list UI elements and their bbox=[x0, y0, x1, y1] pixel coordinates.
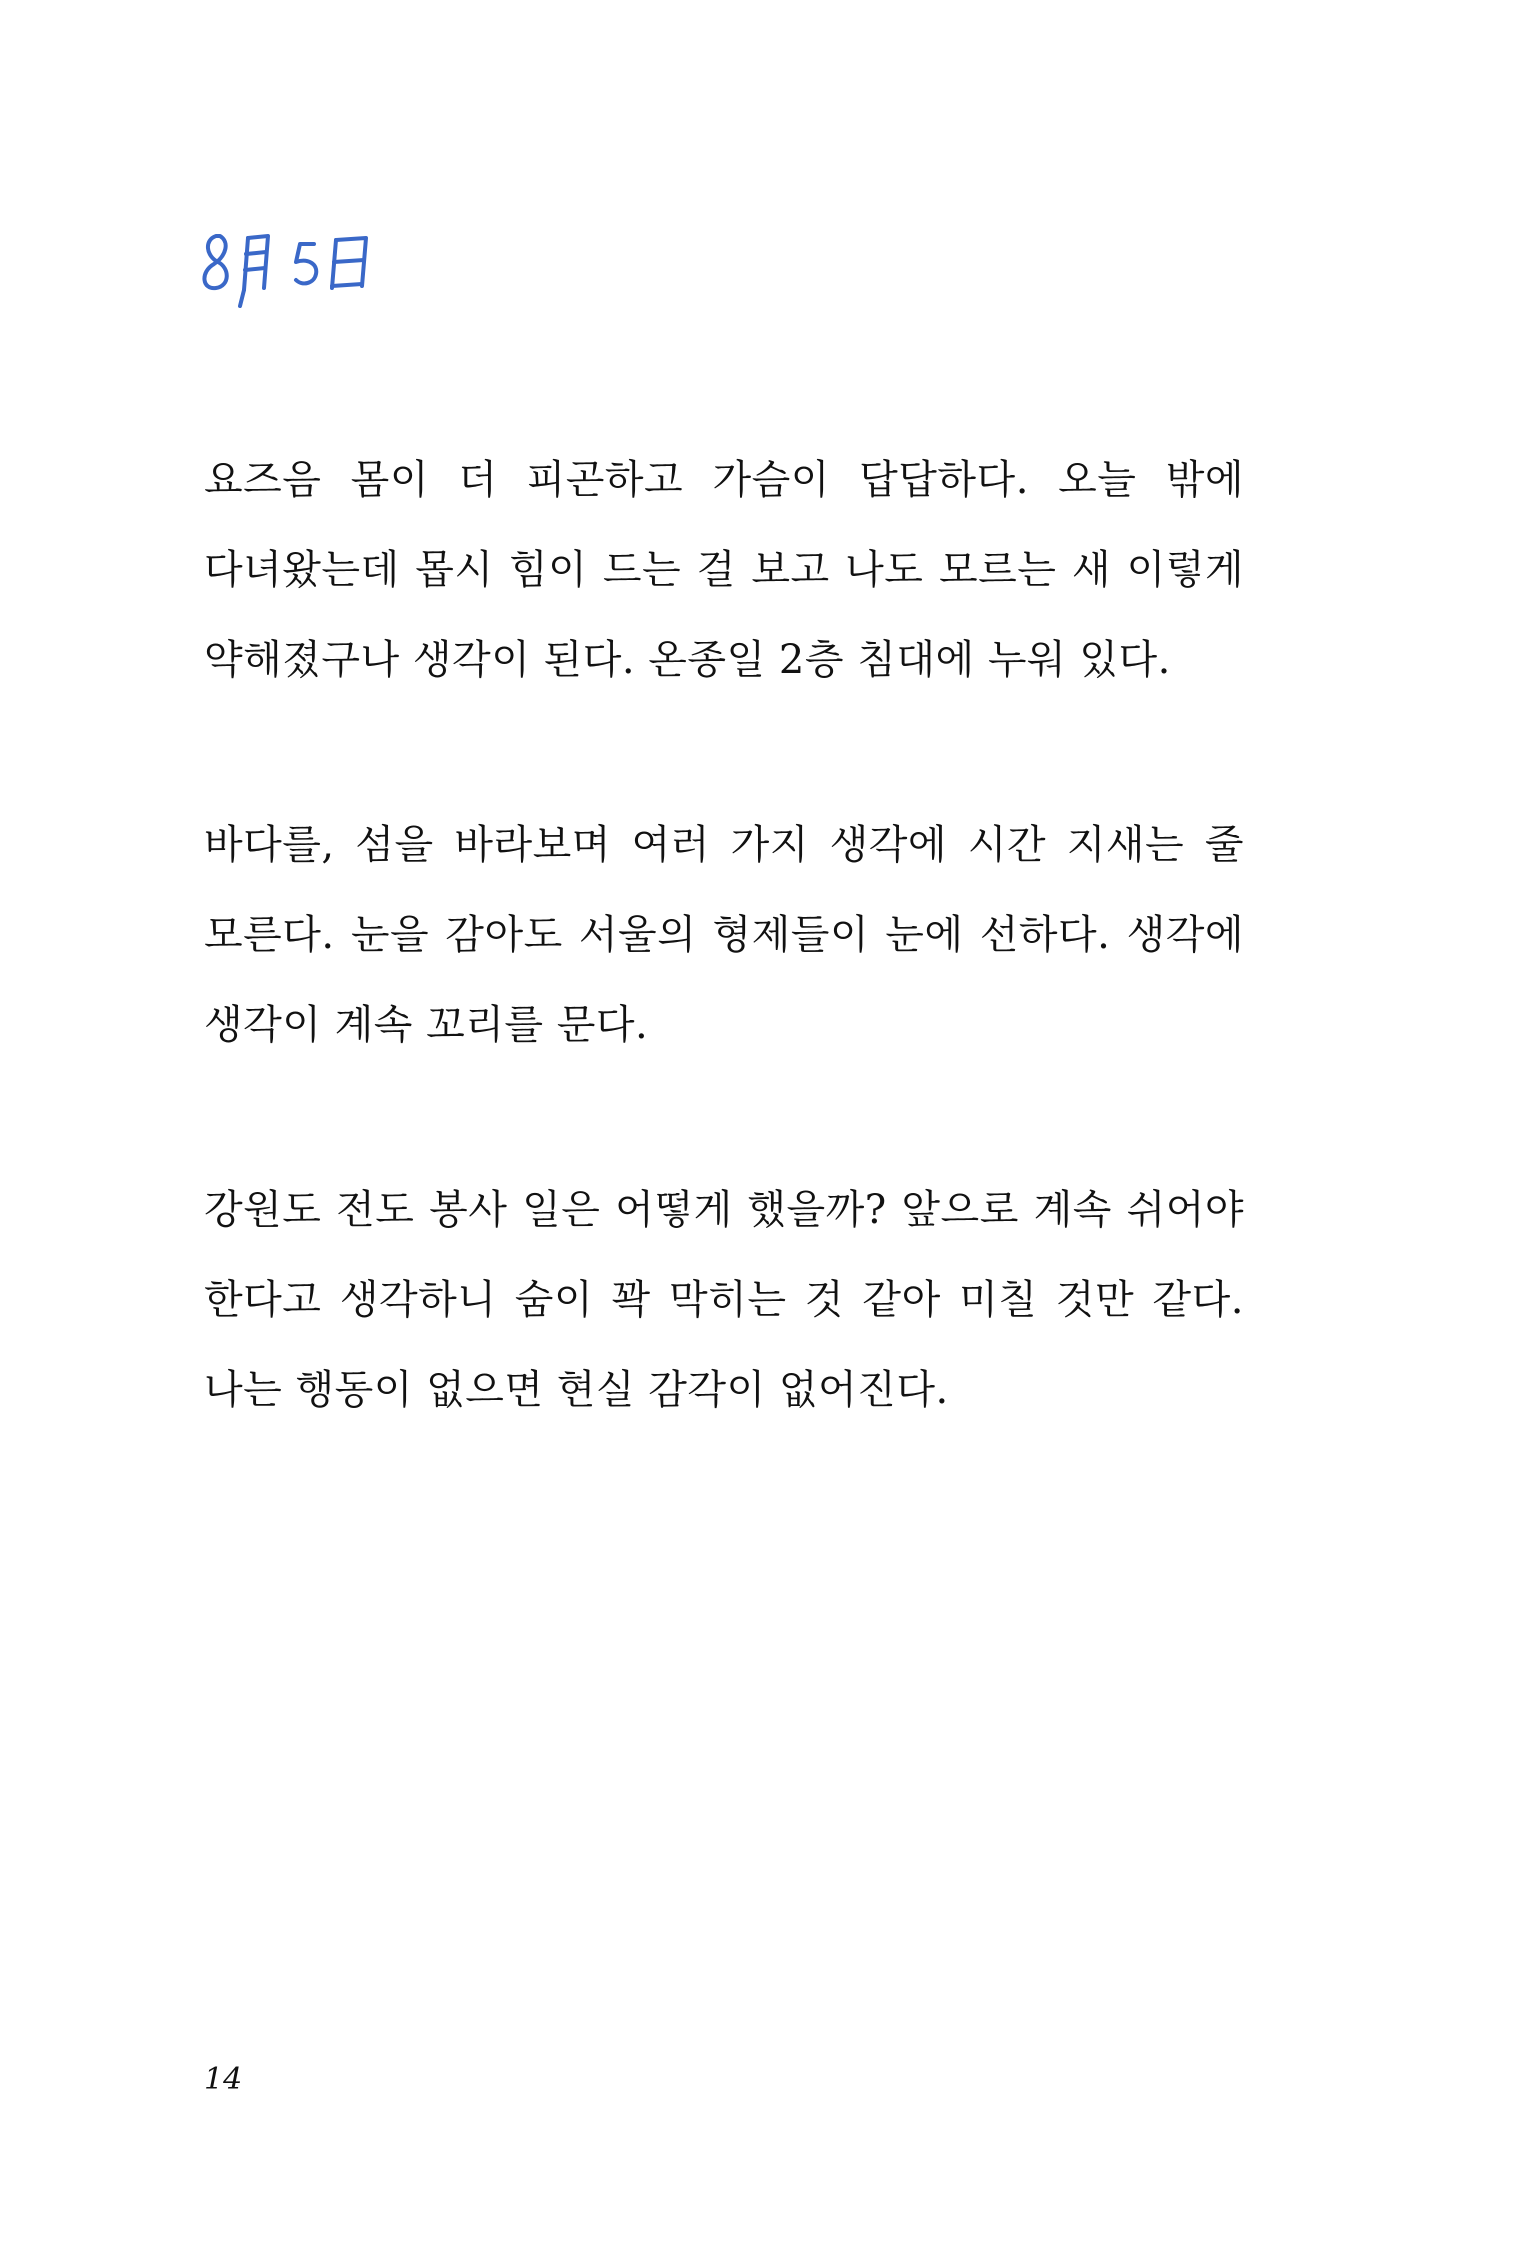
paragraph-3: 강원도 전도 봉사 일은 어떻게 했을까? 앞으로 계속 쉬어야 한다고 생각하니 숨이 꽉 막히는 것 같아 미칠 것만 같다. 나는 행동이 없으면 현실 감각이 없어진다. bbox=[204, 1187, 1244, 1413]
paragraph-1: 요즈음 몸이 더 피곤하고 가슴이 답답하다. 오늘 밖에 다녀왔는데 몹시 힘이 드는 걸 보고 나도 모르는 새 이렇게 약해졌구나 생각이 된다. 온종일 2층 침대에 누워 있다. bbox=[204, 457, 1244, 683]
page-number: 14 bbox=[204, 2062, 243, 2097]
paragraph-2: 바다를, 섬을 바라보며 여러 가지 생각에 시간 지새는 줄 모른다. 눈을 감아도 서울의 형제들이 눈에 선하다. 생각에 생각이 계속 꼬리를 문다. bbox=[204, 822, 1244, 1048]
handwritten-date-drawing bbox=[196, 218, 436, 318]
diary-body bbox=[204, 435, 1244, 1530]
